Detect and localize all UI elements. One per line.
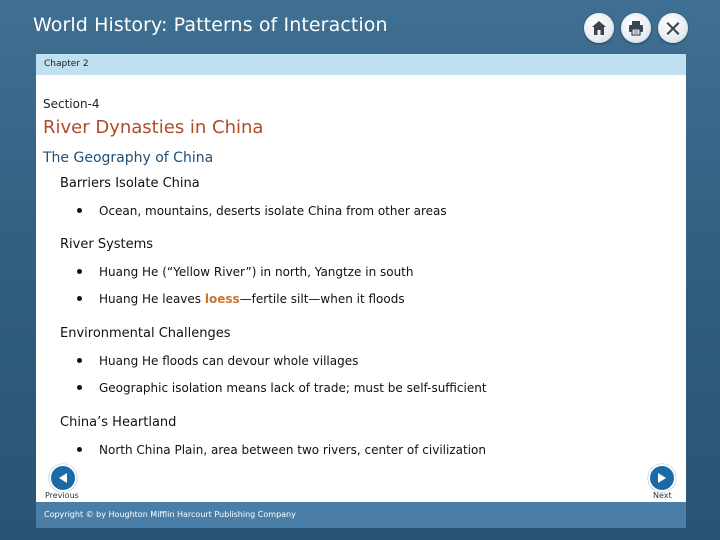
heading-heartland: China’s Heartland: [60, 415, 177, 430]
chapter-bar: [36, 54, 686, 75]
footer-bar: [36, 502, 686, 528]
bullet-text: Huang He (“Yellow River”) in north, Yangtze in south: [99, 265, 414, 279]
next-label[interactable]: Next: [653, 491, 672, 500]
bullet-river-1: [77, 265, 414, 279]
home-icon: [590, 19, 608, 37]
bullet-heartland-1: [77, 443, 486, 457]
triangle-left-icon: [56, 471, 70, 485]
content-panel: [36, 54, 686, 502]
previous-button[interactable]: [49, 464, 77, 492]
bullet-dot: [77, 447, 82, 452]
heading-barriers: Barriers Isolate China: [60, 176, 200, 191]
lesson-title: River Dynasties in China: [43, 117, 264, 138]
bullet-dot: [77, 385, 82, 390]
bullet-env-1: [77, 354, 358, 368]
bullet-text: North China Plain, area between two rivers, center of civilization: [99, 443, 486, 457]
bullet-dot: [77, 269, 82, 274]
triangle-right-icon: [655, 471, 669, 485]
top-bar: [0, 0, 720, 54]
bullet-env-2: [77, 381, 487, 395]
bullet-dot: [77, 358, 82, 363]
heading-environmental: Environmental Challenges: [60, 326, 231, 341]
bullet-dot: [77, 208, 82, 213]
home-button[interactable]: [584, 13, 614, 43]
key-term-loess: loess: [204, 292, 240, 306]
copyright-text: Copyright © by Houghton Mifflin Harcourt Publishing Company: [44, 510, 296, 519]
printer-icon: [627, 19, 645, 37]
bullet-barriers-1: [77, 204, 447, 218]
bullet-dot: [77, 296, 82, 301]
topic-title: The Geography of China: [43, 150, 214, 166]
previous-label[interactable]: Previous: [45, 491, 79, 500]
app-title: World History: Patterns of Interaction: [33, 14, 388, 36]
close-button[interactable]: [658, 13, 688, 43]
bullet-river-2: [77, 292, 405, 306]
heading-river-systems: River Systems: [60, 237, 154, 252]
chapter-label: Chapter 2: [44, 59, 89, 69]
next-button[interactable]: [648, 464, 676, 492]
bullet-text: Huang He floods can devour whole villages: [99, 354, 359, 368]
bullet-text-post: —fertile silt—when it floods: [239, 292, 405, 306]
bullet-text: Geographic isolation means lack of trade; must be self-sufficient: [99, 381, 487, 395]
print-button[interactable]: [621, 13, 651, 43]
section-label: Section-4: [43, 97, 100, 111]
bullet-text: Ocean, mountains, deserts isolate China from other areas: [99, 204, 447, 218]
bullet-text-pre: Huang He leaves: [99, 292, 205, 306]
close-icon: [664, 19, 682, 37]
